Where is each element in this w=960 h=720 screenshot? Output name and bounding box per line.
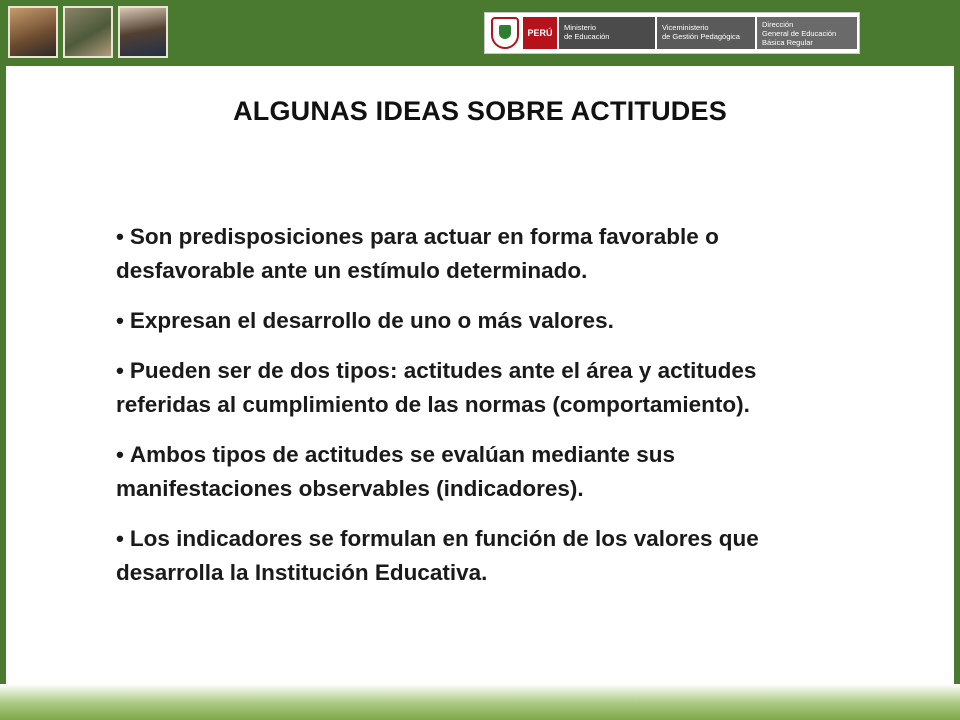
bullet-item [116,220,856,288]
bullet-list [116,220,856,606]
bullet-dot-icon: • [116,358,124,383]
header-bar [0,0,960,66]
logo-ministerio-label: Ministerio de Educación [559,17,655,49]
bullet-dot-icon: • [116,224,124,249]
footer-gradient-bar [0,684,960,720]
slide-title: ALGUNAS IDEAS SOBRE ACTITUDES [233,96,727,126]
ministry-logo [484,12,860,54]
bullet-item [116,304,856,338]
header-photo-children-reading [8,6,58,58]
bullet-text: Pueden ser de dos tipos: actitudes ante el área y actitudes referidas al cumplimiento de las normas (comportamiento). [116,358,757,417]
bullet-item [116,354,856,422]
bullet-dot-icon: • [116,526,124,551]
bullet-text: Expresan el desarrollo de uno o más valores. [129,308,614,333]
bullet-text: Son predisposiciones para actuar en forma favorable o desfavorable ante un estímulo determinado. [116,224,719,283]
bullet-item [116,522,856,590]
logo-viceministerio-label: Viceministerio de Gestión Pedagógica [657,17,755,49]
logo-direccion-label: Dirección General de Educación Básica Regular [757,17,857,49]
bullet-item [116,438,856,506]
bullet-text: Los indicadores se formulan en función de los valores que desarrolla la Institución Educativa. [116,526,759,585]
peru-coat-of-arms-icon [491,17,519,49]
bullet-dot-icon: • [116,442,124,467]
header-photo-students [118,6,168,58]
logo-peru-label: PERÚ [523,17,557,49]
bullet-text: Ambos tipos de actitudes se evalúan mediante sus manifestaciones observables (indicadores). [116,442,676,501]
header-photo-classroom [63,6,113,58]
bullet-dot-icon: • [116,308,124,333]
